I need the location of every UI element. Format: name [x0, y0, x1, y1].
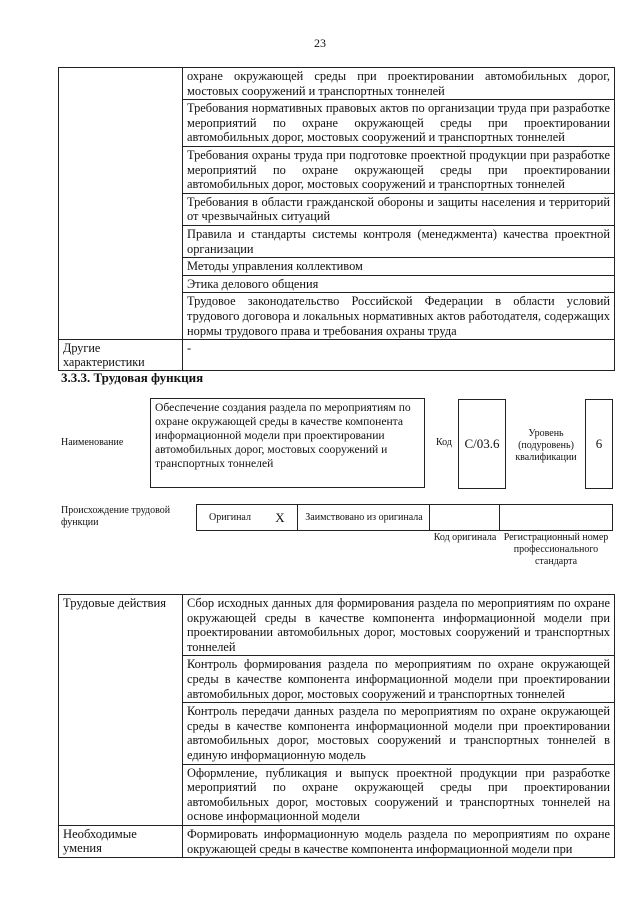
row-text: Требования нормативных правовых актов по организации труда при разработке мероприятий по охране окружающей среды при проектировании автомобильных дорог, мостовых сооружений и транспортных тоннелей	[183, 100, 615, 147]
row-text: Сбор исходных данных для формирования раздела по мероприятиям по охране окружающей среды в качестве компонента информационной модели при проектировании автомобильных дорог, мостовых сооружений и транспортных тоннелей	[183, 595, 615, 656]
other-characteristics-label: Другие характеристики	[59, 340, 183, 371]
level-label: Уровень (подуровень) квалификации	[515, 428, 577, 463]
table-row	[59, 595, 615, 656]
row-text: Этика делового общения	[183, 275, 615, 293]
code-original-cell	[429, 505, 500, 530]
reg-number-label: Регистрационный номер профессионального стандарта	[503, 532, 609, 567]
code-value-box: С/03.6	[458, 399, 506, 489]
name-label: Наименование	[61, 437, 124, 448]
section-title: 3.3.3. Трудовая функция	[61, 370, 204, 385]
borrowed-label: Заимствовано из оригинала	[297, 505, 430, 530]
row-text: Контроль передачи данных раздела по мероприятиям по охране окружающей среды в качестве компонента информационной модели при проектировании автомобильных дорог, мостовых сооружений и транспортных тоннелей в единую информационную модель	[183, 703, 615, 764]
row-text: Трудовое законодательство Российской Федерации в области условий трудового договора и локальных нормативных актов работодателя, содержащих нормы трудового права и требования охраны труда	[183, 293, 615, 340]
row-label-cell	[59, 68, 183, 340]
code-label: Код	[436, 437, 452, 448]
page-number: 23	[314, 36, 326, 50]
knowledge-table	[58, 67, 615, 371]
table-row	[59, 68, 615, 100]
row-text: Методы управления коллективом	[183, 258, 615, 276]
row-text: -	[183, 340, 615, 371]
row-text: охране окружающей среды при проектировании автомобильных дорог, мостовых сооружений и транспортных тоннелей	[183, 68, 615, 100]
row-text: Правила и стандарты системы контроля (менеджмента) качества проектной организации	[183, 225, 615, 257]
code-original-label: Код оригинала	[433, 532, 497, 543]
origin-row	[196, 504, 613, 531]
row-text: Оформление, публикация и выпуск проектной продукции при разработке мероприятий по охране окружающей среды при проектировании автомобильных дорог, мостовых сооружений и транспортных тоннелей на основе информационной модели	[183, 764, 615, 825]
table-row	[59, 825, 615, 857]
original-mark: X	[275, 509, 285, 525]
reg-number-cell	[499, 505, 614, 530]
origin-label: Происхождение трудовой функции	[61, 505, 171, 528]
row-text: Требования в области гражданской обороны и защиты населения и территорий от чрезвычайных ситуаций	[183, 193, 615, 225]
function-name-box: Обеспечение создания раздела по мероприятиям по охране окружающей среды в качестве компонента информационной модели при проектировании автомобильных дорог, мостовых сооружений и транспортных тоннелей	[150, 398, 425, 488]
row-text: Формировать информационную модель раздела по мероприятиям по охране окружающей среды в качестве компонента информационной модели при	[183, 825, 615, 857]
table-row	[59, 340, 615, 371]
row-text: Требования охраны труда при подготовке проектной продукции при разработке мероприятий по охране окружающей среды при проектировании автомобильных дорог, мостовых сооружений и транспортных тоннелей	[183, 146, 615, 193]
labor-actions-table	[58, 594, 615, 858]
original-label: Оригинал	[209, 511, 251, 523]
labor-actions-label: Трудовые действия	[59, 595, 183, 826]
level-value-box: 6	[585, 399, 613, 489]
row-text: Контроль формирования раздела по мероприятиям по охране окружающей среды в качестве компонента информационной модели при проектировании автомобильных дорог, мостовых сооружений и транспортных тоннелей	[183, 656, 615, 703]
required-skills-label: Необходимые умения	[59, 825, 183, 857]
